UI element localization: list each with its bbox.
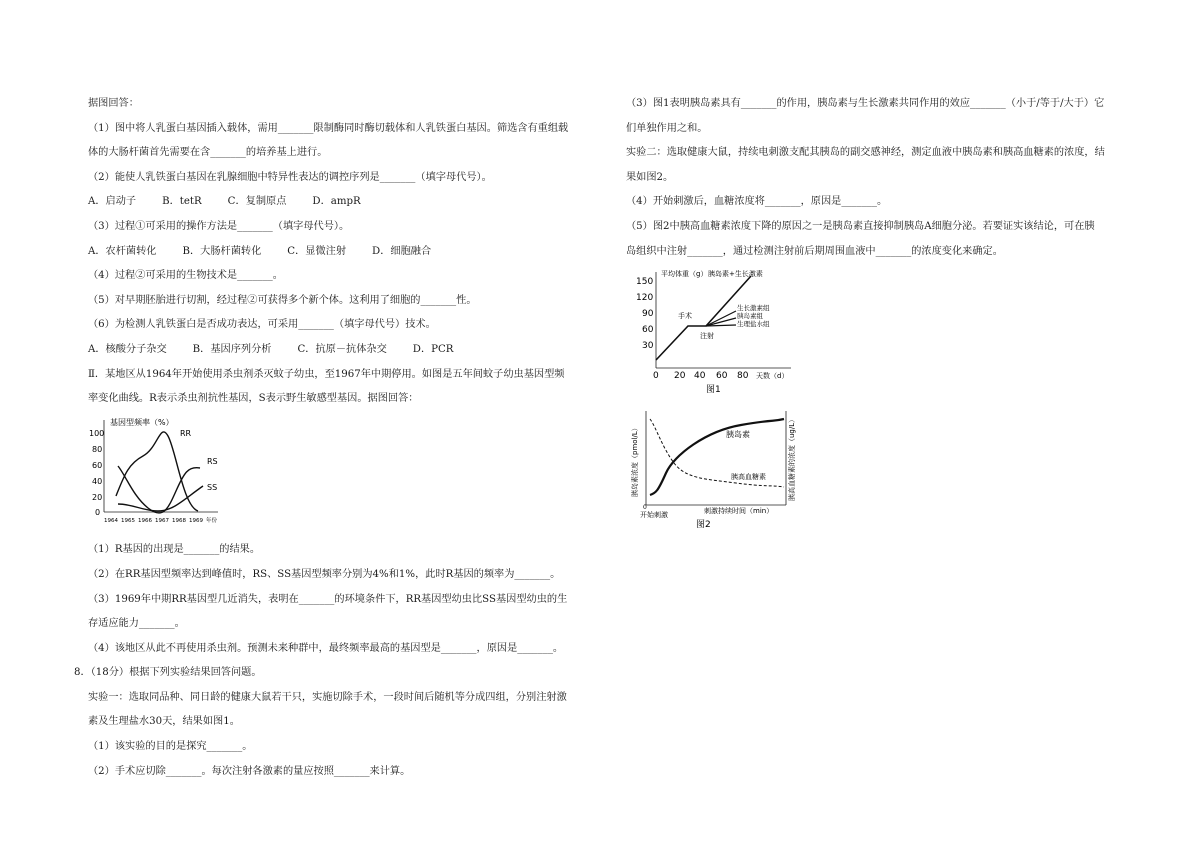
text-line: （5）图2中胰高血糖素浓度下降的原因之一是胰岛素直接抑制胰岛A细胞分泌。若要证实该结论，可在胰	[626, 220, 1095, 232]
option: B．tetR	[162, 196, 202, 208]
insulin-curve	[650, 419, 784, 495]
text-line: 实验二：选取健康大鼠，持续电刺激支配其胰岛的副交感神经，测定血液中胰岛素和胰高血糖素的浓度，结	[626, 147, 1105, 159]
genotype-chart-svg	[88, 416, 238, 524]
label-inject: 注射	[700, 332, 714, 341]
y-tick: 60	[642, 325, 654, 336]
series-label-RS: RS	[207, 456, 218, 466]
text-line: 素及生理盐水30天，结果如图1。	[88, 716, 240, 728]
x-tick: 1965	[121, 517, 135, 524]
x-tick: 40	[694, 371, 706, 382]
option: C．复制原点	[227, 196, 287, 208]
series-label-SS: SS	[207, 482, 218, 492]
left-column	[74, 92, 603, 784]
x-tick: 1969	[189, 517, 203, 524]
series-line-SS	[118, 486, 203, 511]
text-line: （2）在RR基因型频率达到峰值时，RS、SS基因型频率分别为4%和1%，此时R基因的频率为_______。	[88, 568, 561, 580]
option: B．基因序列分析	[192, 343, 272, 355]
option: D．ampR	[312, 196, 361, 208]
y-tick: 20	[92, 492, 103, 502]
text-line: （2）手术应切除_______。每次注射各激素的量应按照_______来计算。	[88, 765, 411, 777]
fig2-svg	[626, 407, 796, 531]
figure-caption: 图1	[706, 385, 721, 396]
text-line: （6）为检测人乳铁蛋白是否成功表达，可采用_______（填字母代号）技术。	[88, 319, 436, 331]
option: D．PCR	[412, 343, 454, 355]
q6-options	[88, 338, 603, 363]
line-gh-group	[706, 311, 736, 326]
label-insulin-plus-gh: 胰岛素+生长激素	[708, 270, 763, 279]
label-glucagon: 胰高血糖素	[731, 472, 766, 481]
y-tick: 60	[92, 460, 103, 470]
x-tick: 20	[674, 371, 686, 382]
label-saline-group: 生理盐水组	[737, 320, 770, 329]
text-line: 据图回答：	[88, 98, 139, 109]
label-gh-group: 生长激素组	[737, 304, 770, 313]
option: A．启动子	[88, 196, 137, 208]
x-tick: 60	[716, 371, 728, 382]
left-ylabel: 胰岛素浓度（pmol/L）	[631, 424, 639, 497]
x-axis-label: 天数（d）	[756, 372, 789, 381]
y-tick: 100	[89, 428, 105, 438]
start-stimulus-label: 开始刺激	[640, 510, 668, 519]
chart-ylabel: 基因型频率（%）	[110, 417, 174, 427]
genotype-frequency-chart	[88, 416, 603, 535]
q3-options	[88, 240, 603, 265]
x-tick: 0	[653, 371, 659, 382]
y-tick: 40	[92, 476, 103, 486]
text-line: 果如图2。	[626, 171, 674, 183]
option: A．核酸分子杂交	[88, 343, 167, 355]
option: C．抗原－抗体杂交	[297, 343, 387, 355]
right-column	[626, 92, 1141, 545]
text-line: （4）过程②可采用的生物技术是_______。	[88, 270, 283, 282]
text-line: 岛组织中注射_______，通过检测注射前后期周围血液中_______的浓度变化来确定。	[626, 245, 1003, 257]
question-heading: 8．（18分）根据下列实验结果回答问题。	[74, 667, 262, 679]
x-tick: 80	[737, 371, 749, 382]
option: D．细胞融合	[372, 245, 432, 257]
label-insulin: 胰岛素	[726, 429, 750, 439]
text-line: 实验一：选取同品种、同日龄的健康大鼠若干只，实施切除手术，一段时间后随机等分成四组，分别注射激	[88, 691, 567, 703]
text-line: （3）过程①可采用的操作方法是_______（填字母代号）。	[88, 220, 350, 232]
y-tick: 80	[92, 444, 103, 454]
figure-2	[626, 407, 1141, 542]
text-line: （3）1969年中期RR基因型几近消失，表明在_______的环境条件下，RR基因型幼虫比SS基因型幼虫的生	[88, 593, 568, 605]
x-tick: 1968	[172, 517, 186, 524]
option: C．显微注射	[287, 245, 347, 257]
origin-label: 0	[643, 503, 647, 511]
x-tick: 1964	[104, 517, 118, 524]
text-line: （2）能使人乳铁蛋白基因在乳腺细胞中特异性表达的调控序列是_______（填字母代号）。	[88, 171, 492, 183]
text-line: 体的大肠杆菌首先需要在含_______的培养基上进行。	[88, 147, 328, 159]
text-line: 率变化曲线。R表示杀虫剂抗性基因，S表示野生敏感型基因。据图回答：	[88, 393, 419, 405]
chart-ylabel: 平均体重（g）	[661, 270, 708, 279]
text-line: 存适应能力_______。	[88, 618, 185, 630]
text-line: （4）该地区从此不再使用杀虫剂。预测未来种群中，最终频率最高的基因型是_______，原因是_______。	[88, 642, 564, 654]
label-surgery: 手术	[678, 312, 692, 321]
y-tick: 150	[636, 277, 654, 288]
text-line: 们单独作用之和。	[626, 122, 708, 134]
text-line: （1）该实验的目的是探究_______。	[88, 741, 253, 753]
label-insulin-group: 胰岛素组	[737, 312, 763, 321]
x-axis-label: 刺激持续时间（min）	[704, 506, 774, 515]
y-tick: 90	[642, 309, 654, 320]
figure-1	[626, 268, 1141, 407]
text-line: （5）对早期胚胎进行切割，经过程②可获得多个新个体。这利用了细胞的_______性。	[88, 294, 477, 306]
x-axis-label: 年份	[206, 517, 218, 524]
q2-options	[88, 190, 603, 215]
option: A．农杆菌转化	[88, 245, 157, 257]
figure-caption: 图2	[696, 519, 711, 530]
text-line: Ⅱ．某地区从1964年开始使用杀虫剂杀灭蚊子幼虫，至1967年中期停用。如图是五年间蚊子幼虫基因型频	[88, 368, 565, 380]
option: B．大肠杆菌转化	[182, 245, 262, 257]
text-line: （1）R基因的出现是_______的结果。	[88, 544, 261, 556]
right-ylabel: 胰高血糖素的浓度（ug/L）	[788, 415, 796, 501]
y-tick: 120	[636, 293, 654, 304]
text-line: （1）图中将人乳蛋白基因插入载体，需用_______限制酶同时酶切载体和人乳铁蛋白基因。筛选含有重组载	[88, 122, 569, 134]
y-tick: 0	[95, 507, 101, 517]
series-label-RR: RR	[180, 428, 192, 438]
text-line: （4）开始刺激后，血糖浓度将_______，原因是_______。	[626, 196, 888, 208]
x-tick: 1966	[138, 517, 152, 524]
x-tick: 1967	[155, 517, 169, 524]
text-line: （3）图1表明胰岛素具有_______的作用，胰岛素与生长激素共同作用的效应_______（小于/等于/大于）它	[626, 98, 1105, 109]
fig1-svg	[626, 268, 806, 396]
y-tick: 30	[642, 341, 654, 352]
